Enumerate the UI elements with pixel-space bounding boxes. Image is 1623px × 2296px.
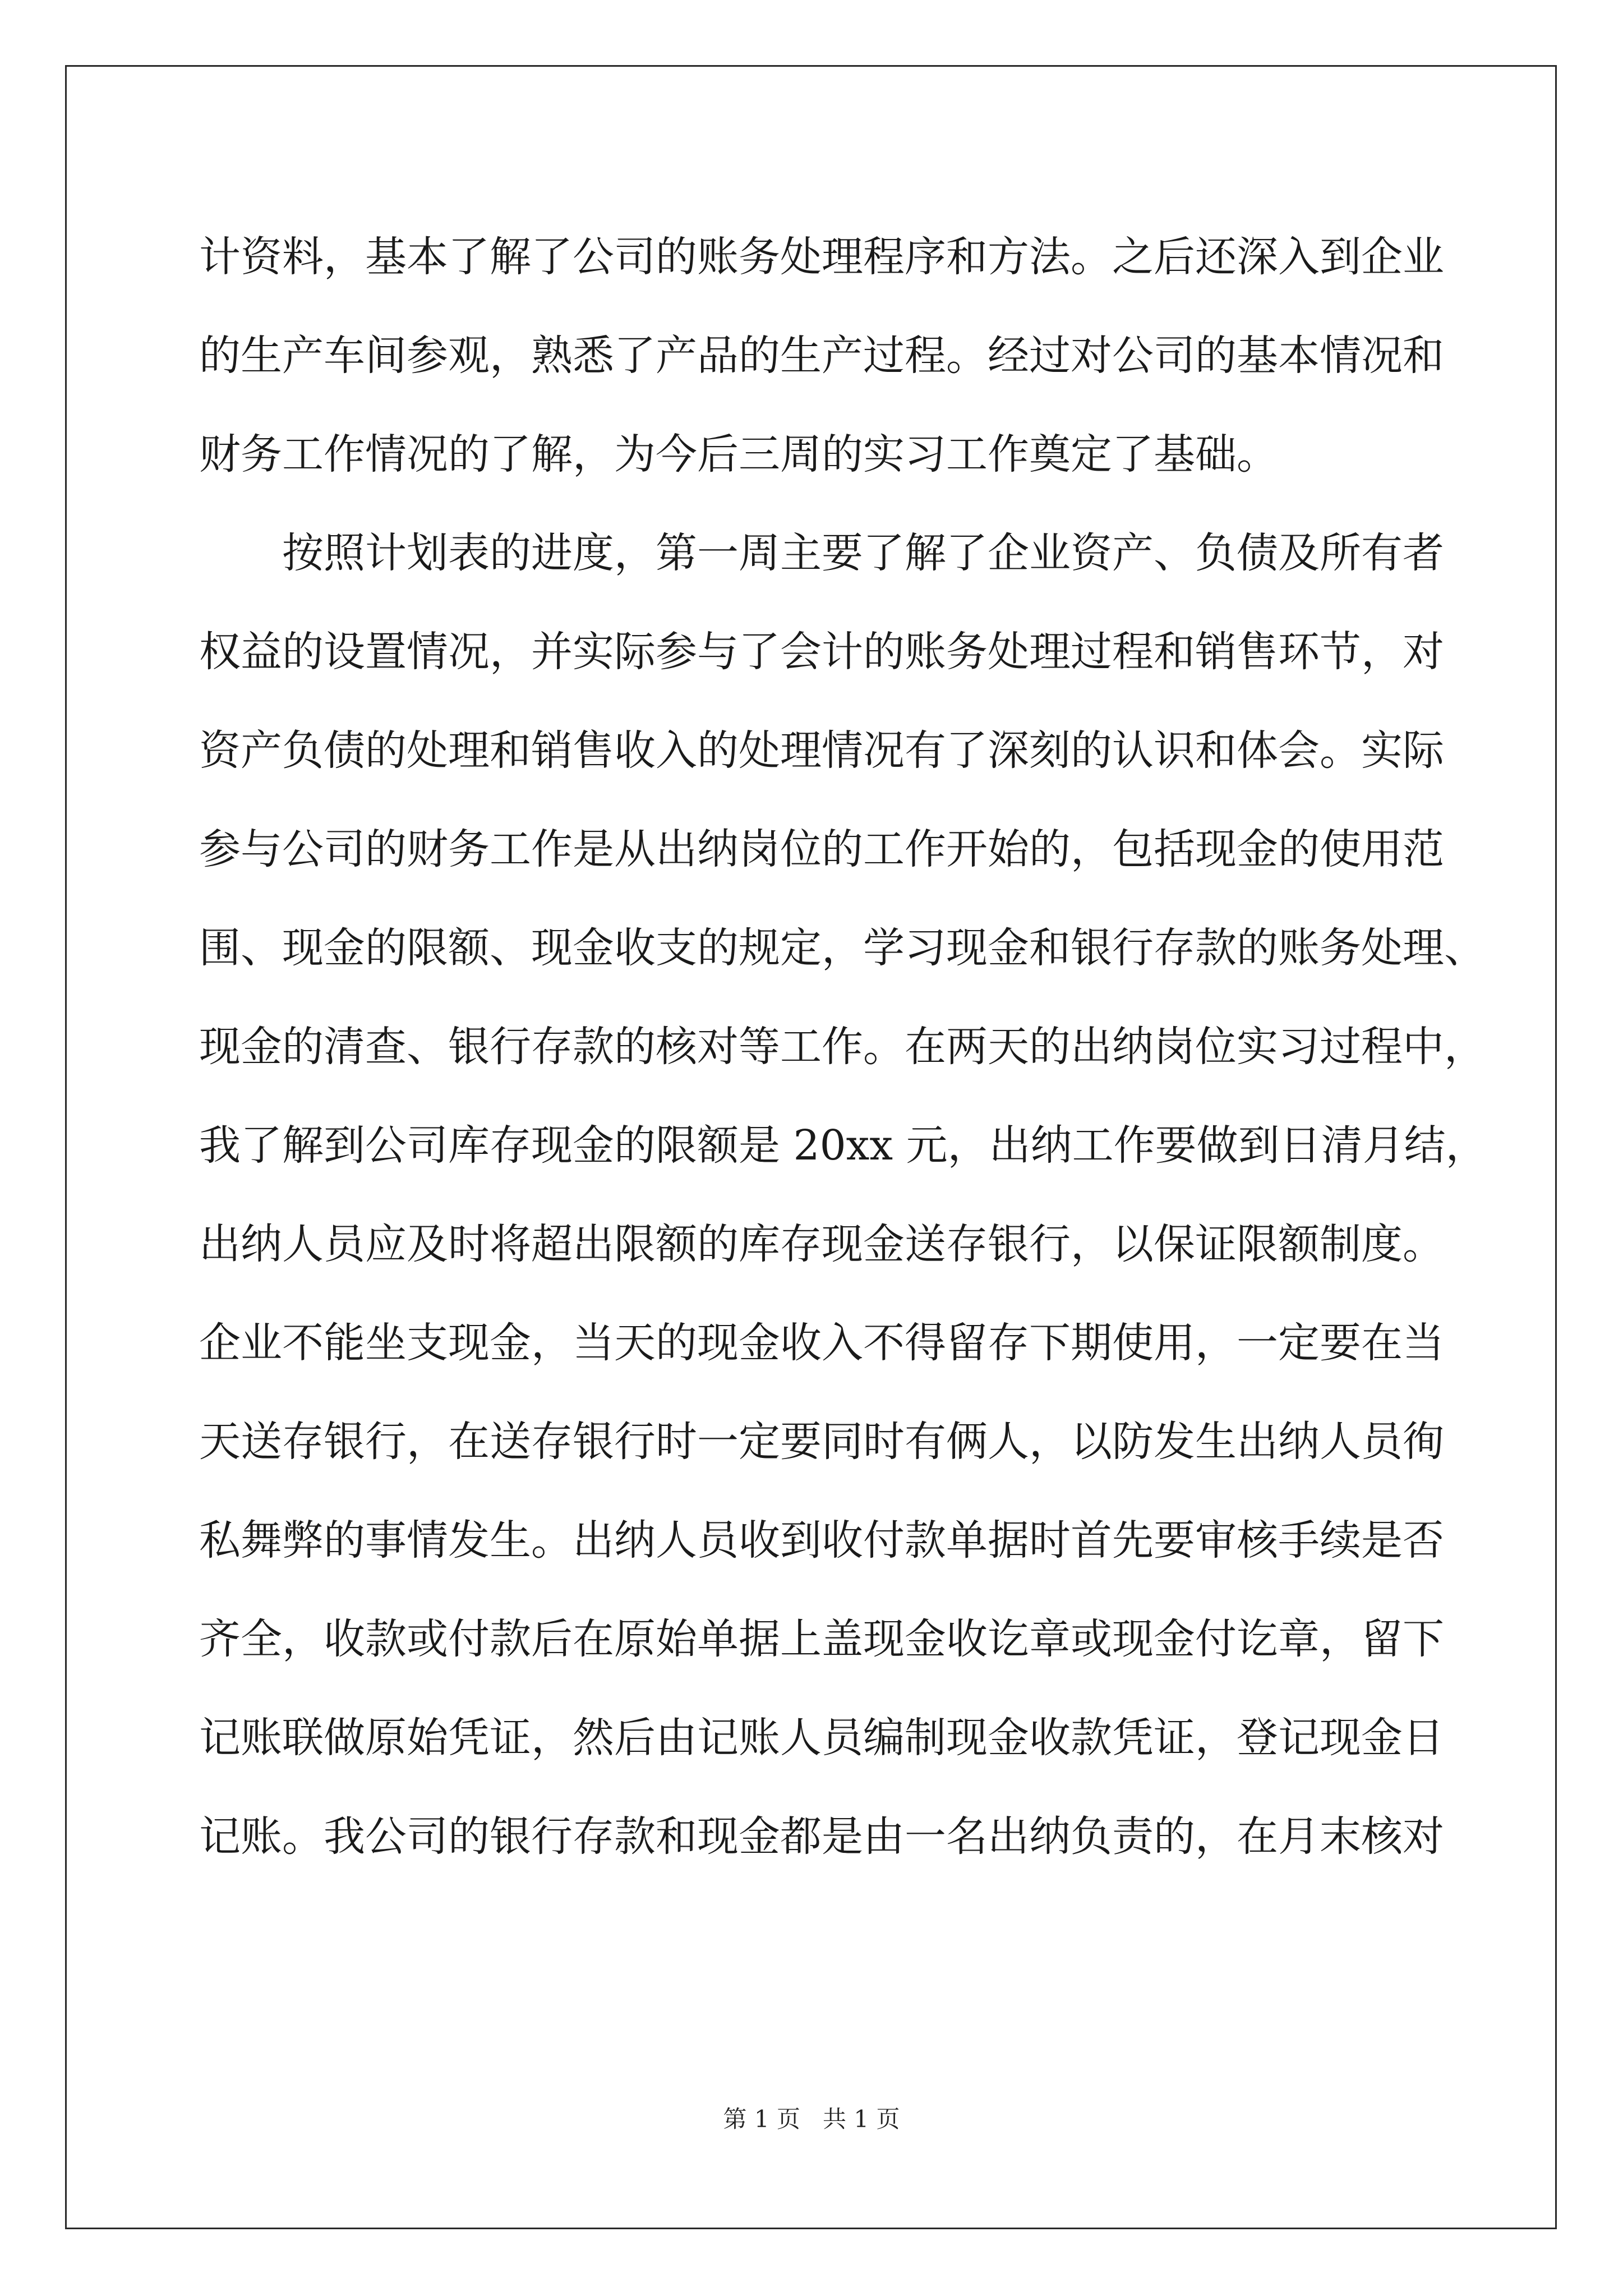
text-line: 我了解到公司库存现金的限额是 20xx 元，出纳工作要做到日清月结，	[199, 1121, 1487, 1170]
text-line: 企业不能坐支现金，当天的现金收入不得留存下期使用，一定要在当	[199, 1319, 1444, 1367]
text-line: 天送存银行，在送存银行时一定要同时有俩人，以防发生出纳人员徇	[199, 1418, 1444, 1466]
text-line: 按照计划表的进度，第一周主要了解了企业资产、负债及所有者	[282, 529, 1444, 577]
text-line: 计资料，基本了解了公司的账务处理程序和方法。之后还深入到企业	[199, 233, 1444, 281]
text-line: 记账。我公司的银行存款和现金都是由一名出纳负责的，在月末核对	[199, 1812, 1444, 1861]
text-line: 权益的设置情况，并实际参与了会计的账务处理过程和销售环节，对	[199, 628, 1444, 676]
paragraph-2	[199, 504, 1487, 1886]
document-body	[199, 208, 1487, 1886]
text-line: 私舞弊的事情发生。出纳人员收到收付款单据时首先要审核手续是否	[199, 1516, 1444, 1565]
page-footer: 第 1 页 共 1 页	[723, 2105, 900, 2133]
text-line: 现金的清查、银行存款的核对等工作。在两天的出纳岗位实习过程中，	[199, 1023, 1486, 1071]
text-line: 齐全，收款或付款后在原始单据上盖现金收讫章或现金付讫章，留下	[199, 1615, 1444, 1663]
text-line: 的生产车间参观，熟悉了产品的生产过程。经过对公司的基本情况和	[199, 332, 1444, 380]
paragraph-1	[199, 208, 1444, 504]
text-line: 参与公司的财务工作是从出纳岗位的工作开始的，包括现金的使用范	[199, 825, 1444, 873]
text-line: 资产负债的处理和销售收入的处理情况有了深刻的认识和体会。实际	[199, 726, 1444, 775]
text-line: 记账联做原始凭证，然后由记账人员编制现金收款凭证，登记现金日	[199, 1714, 1444, 1762]
text-line: 财务工作情况的了解，为今后三周的实习工作奠定了基础。	[199, 430, 1278, 478]
text-line: 围、现金的限额、现金收支的规定，学习现金和银行存款的账务处理、	[199, 924, 1486, 972]
text-line: 出纳人员应及时将超出限额的库存现金送存银行，以保证限额制度。	[199, 1220, 1444, 1268]
